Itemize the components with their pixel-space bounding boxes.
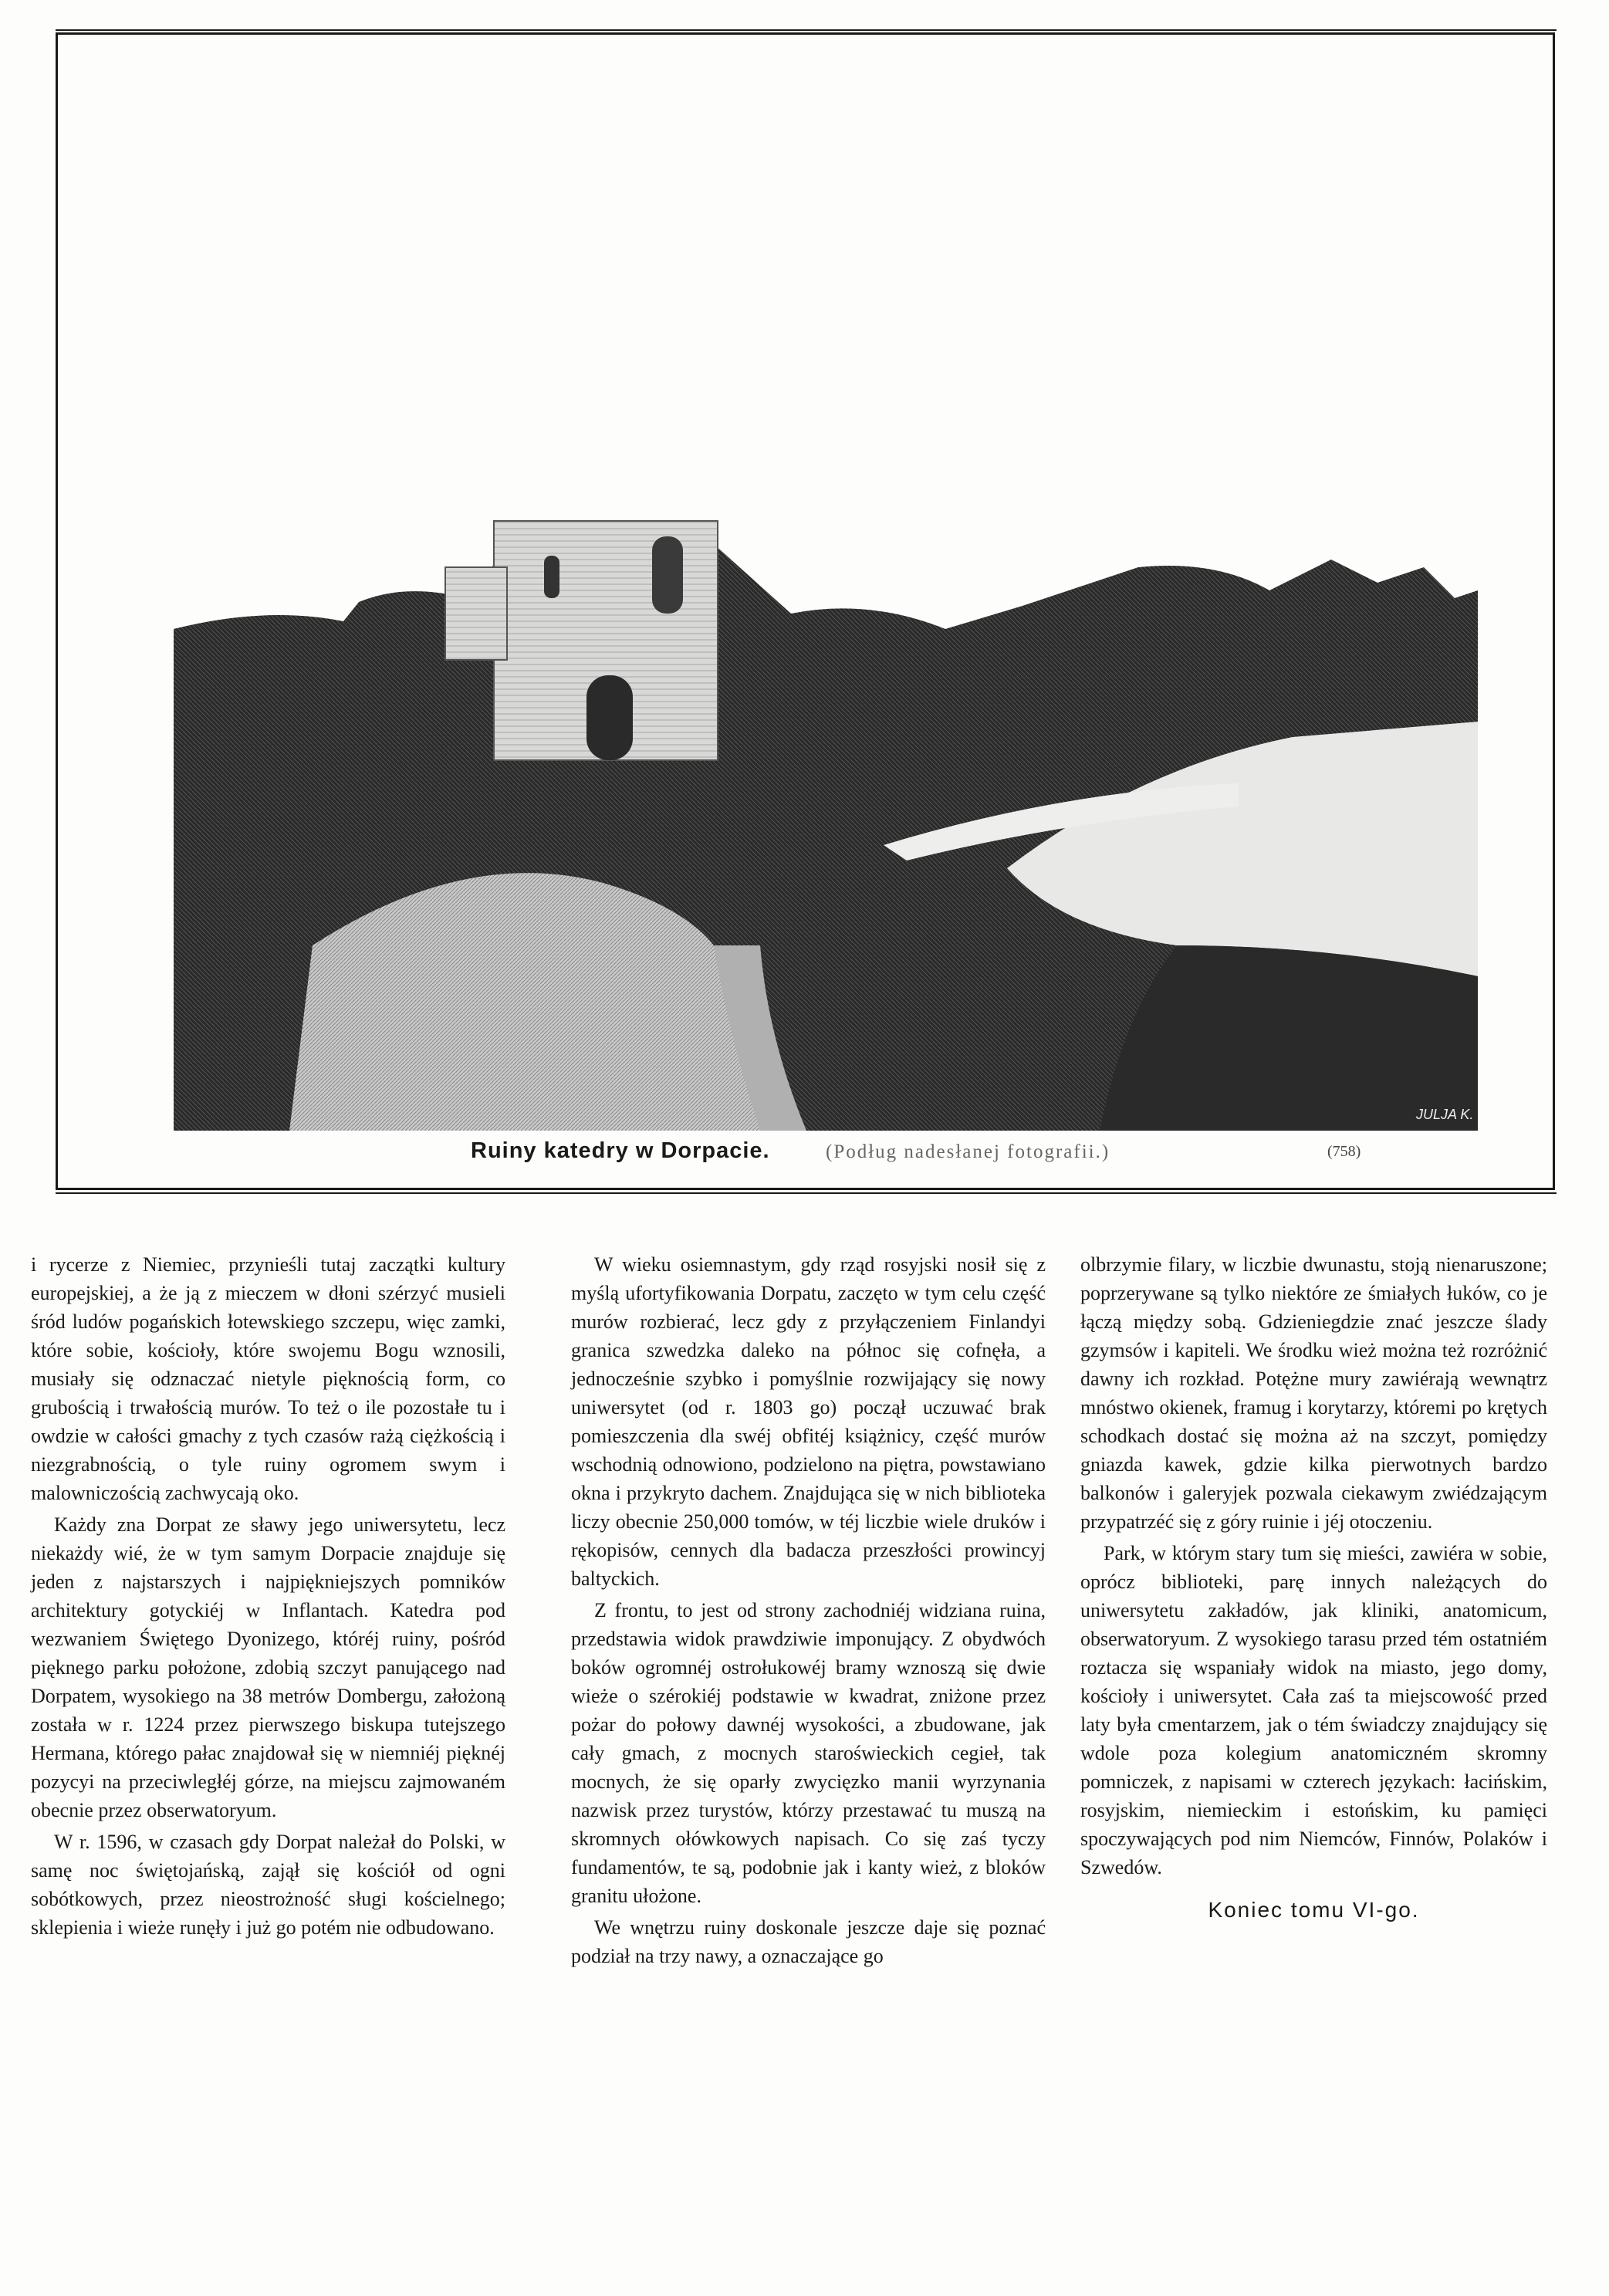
bottom-rule bbox=[56, 1192, 1557, 1194]
figure-number: (758) bbox=[1327, 1143, 1361, 1160]
paragraph: i rycerze z Niemiec, przynieśli tutaj zaczątki kultury europejskiej, a że ją z mieczem w dłoni szérzyć musieli śród ludów pogańskich łotewskiego szczepu, więc zamki, które sobie, kościoły, które swojemu Bogu wznosili, musiały się odznaczać nietyle pięknością form, co grubością i trwałością murów. To też o ile pozostałe tu i owdzie w całości gmachy z tych czasów rażą ciężkością i niezgrabnością, o tyle ruiny ogromem swym i malowniczością zachwycają oko. bbox=[31, 1253, 505, 1504]
top-rule bbox=[56, 29, 1557, 31]
paragraph: Każdy zna Dorpat ze sławy jego uniwersytetu, lecz niekażdy wié, że w tym samym Dorpacie znajduje się jeden z najstarszych i najpiękniejszych pomników architektury gotyckiéj w Inflantach. Katedra pod wezwaniem Świętego Dyonizego, któréj ruiny, pośród pięknego parku położone, zdobią szczyt panującego nad Dorpatem, wysokiego na 38 metrów Dombergu, założoną została w r. 1224 przez pierwszego biskupa tutejszego Hermana, którego pałac znajdował się w niemniéj pięknéj pozycyi na przeciwległéj górze, na miejscu zajmowaném obecnie przez obserwatoryum. bbox=[31, 1513, 505, 1821]
text-column-1 bbox=[31, 1250, 505, 1945]
figure-caption bbox=[58, 1138, 1553, 1177]
text-column-2 bbox=[571, 1250, 1046, 1973]
caption-source: (Podług nadesłanej fotografii.) bbox=[826, 1141, 1110, 1162]
end-of-volume: Koniec tomu VI-go. bbox=[1208, 1898, 1420, 1922]
paragraph: We wnętrzu ruiny doskonale jeszcze daje się poznać podział na trzy nawy, a oznaczające go bbox=[571, 1916, 1046, 1967]
illustration-frame bbox=[56, 32, 1555, 1190]
paragraph: olbrzymie filary, w liczbie dwunastu, stoją nienaruszone; poprzerywane są tylko niektóre ze śmiałych łuków, co je łączą między sobą. Gdzieniegdzie znać jeszcze ślady gzymsów i kapiteli. We środku wież można też rozróżnić dawny ich rozkład. Potężne mury zawiérają wewnątrz mnóstwo okienek, framug i korytarzy, któremi po krętych schodkach dostać się można aż na szczyt, pomiędzy gniazda kawek, gdzie kilka pierwotnych bardzo balkonów i galeryjek pozwala ciekawym zwiédzającym przypatrzéć się z góry ruinie i jéj otoczeniu. bbox=[1080, 1253, 1547, 1533]
caption-title: Ruiny katedry w Dorpacie. bbox=[471, 1138, 770, 1163]
engraver-signature: JULJA K. bbox=[1416, 1107, 1474, 1122]
paragraph: Park, w którym stary tum się mieści, zawiéra w sobie, oprócz biblioteki, parę innych należących do uniwersytetu zakładów, jak kliniki, anatomicum, obserwatoryum. Z wysokiego tarasu przed tém ostatniém roztacza się wspaniały widok na miasto, jego domy, kościoły i uniwersytet. Cała zaś ta miejscowość przed laty była cmentarzem, jak o tém świadczy znajdujący się wdole poza kolegium anatomiczném skromny pomniczek, z napisami w czterech językach: łacińskim, rosyjskim, niemieckim i estońskim, ku pamięci spoczywających pod nim Niemców, Finnów, Polaków i Szwedów. bbox=[1080, 1542, 1547, 1878]
cathedral-ruins-engraving bbox=[174, 513, 1478, 1131]
paragraph: W r. 1596, w czasach gdy Dorpat należał do Polski, w samę noc świętojańską, zajął się kościół od ogni sobótkowych, przez nieostrożność sługi kościelnego; sklepienia i wieże runęły i już go potém nie odbudowano. bbox=[31, 1831, 505, 1939]
paragraph: Z frontu, to jest od strony zachodniéj widziana ruina, przedstawia widok prawdziwie imponujący. Z obydwóch boków ogromnéj ostrołukowéj bramy wznoszą się dwie wieże o szérokiéj podstawie w kwadrat, zniżone przez pożar do połowy dawnéj wysokości, a zbudowane, jak cały gmach, z mocnych staroświeckich cegieł, tak mocnych, że się oparły zwycięzko manii wyrzynania nazwisk przez turystów, którzy przestawać tu muszą na skromnych ołówkowych napisach. Co się zaś tyczy fundamentów, te są, podobnie jak i kanty wież, z bloków granitu ułożone. bbox=[571, 1599, 1046, 1907]
text-column-3 bbox=[1080, 1250, 1547, 1927]
paragraph: W wieku osiemnastym, gdy rząd rosyjski nosił się z myślą ufortyfikowania Dorpatu, zaczęto w tym celu część murów rozbierać, lecz gdy z przyłączeniem Finlandyi granica szwedzka daleko na północ się cofnęła, a jednocześnie szybko i pomyślnie rozwijający się nowy uniwersytet (od r. 1803 go) począł uczuwać brak pomieszczenia dla swéj obfitéj książnicy, część murów wschodnią odnowiono, podzielono na piętra, powstawiano okna i przykryto dachem. Znajdująca się w nich biblioteka liczy obecnie 250,000 tomów, w téj liczbie wiele druków i rękopisów, cennych dla badacza przeszłości prowincyj baltyckich. bbox=[571, 1253, 1046, 1590]
